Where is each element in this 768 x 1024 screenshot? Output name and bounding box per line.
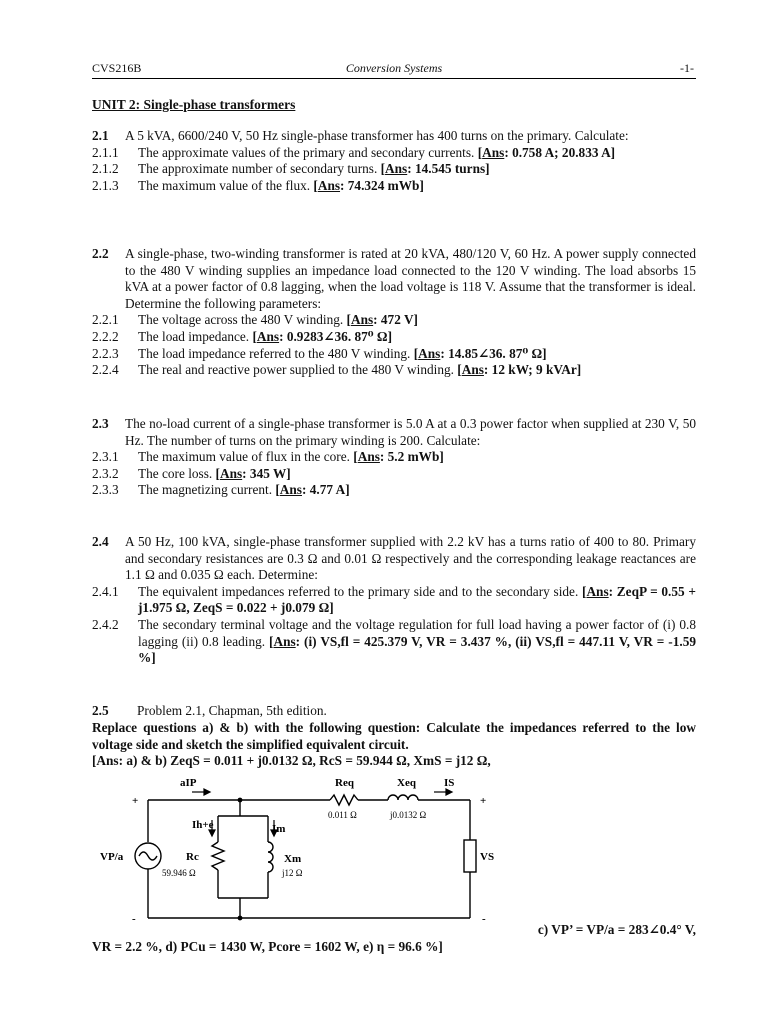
sub-question-number: 2.1.1 — [92, 144, 119, 160]
sub-question-number: 2.4.2 — [92, 616, 119, 632]
answer-tail: VR = 2.2 %, d) PCu = 1430 W, Pcore = 1602 W, e) η = 96.6 %] — [92, 939, 443, 954]
plus-right: + — [480, 795, 487, 807]
answer-value: : 74.324 mWb] — [340, 177, 424, 193]
answer-value: : 14.545 turns] — [407, 161, 490, 177]
answer-bracket: [ — [252, 328, 257, 344]
question-2-1 — [92, 128, 696, 194]
question-number: 2.3 — [92, 416, 109, 431]
unit-title: UNIT 2: Single-phase transformers — [92, 97, 296, 112]
answer-bracket: [ — [477, 144, 483, 160]
sub-question — [92, 145, 696, 162]
answer — [478, 145, 615, 160]
answer-value: : 0.758 A; 20.833 A] — [504, 144, 616, 160]
sub-question — [92, 329, 696, 346]
plus-left: + — [132, 795, 139, 807]
sub-question-text: The load impedance. — [138, 328, 253, 344]
page-number: -1- — [680, 61, 694, 75]
sub-question-number: 2.1.3 — [92, 177, 119, 193]
sub-question-number: 2.2.2 — [92, 328, 119, 344]
xeq-label: Xeq — [397, 777, 416, 789]
source-label: VP/a — [100, 851, 124, 863]
answer — [313, 178, 423, 193]
xeq-inductor — [388, 795, 418, 800]
xeq-value: j0.0132 Ω — [390, 810, 427, 820]
question-2-2 — [92, 246, 696, 379]
answer — [381, 161, 490, 176]
minus-left: - — [132, 913, 136, 925]
answer-label: Ans — [350, 312, 374, 328]
replace-instruction: Replace questions a) & b) with the following question: Calculate the impedances referred to the low voltage side and sketch the simplified equivalent circuit. — [92, 720, 696, 752]
answer — [457, 362, 581, 377]
sub-question-number: 2.3.3 — [92, 482, 119, 498]
question-number: 2.5 — [92, 703, 109, 718]
question-2-5 — [92, 703, 696, 720]
answer-label: Ans — [279, 482, 302, 498]
sub-question-number: 2.2.4 — [92, 362, 119, 378]
answer-label: Ans — [586, 583, 609, 599]
answer-label: Ans — [461, 362, 484, 378]
question-intro: Problem 2.1, Chapman, 5th edition. — [137, 703, 327, 718]
answer — [414, 346, 547, 361]
answer-value: : (i) VS,fl = 425.379 V, VR = 3.437 %, (ii) VS,fl = 447.11 V, VR = -1.59 %] — [138, 633, 697, 666]
sub-question-number: 2.4.1 — [92, 583, 119, 599]
answer-label: Ans — [219, 465, 243, 481]
answer-bracket: [ — [380, 161, 386, 177]
sub-question-text: The voltage across the 480 V winding. — [138, 312, 347, 328]
answer-bracket: [ — [275, 482, 280, 498]
question-text — [92, 416, 696, 449]
answer-label: Ans — [418, 345, 441, 361]
page-header — [92, 60, 696, 79]
question-intro: The no-load current of a single-phase transformer is 5.0 A at a 0.3 power factor when supplied at 230 V, 50 Hz. The number of turns on the primary winding is 200. Calculate: — [125, 416, 696, 448]
sub-question-text: The core loss. — [138, 465, 216, 481]
minus-right: - — [482, 913, 486, 925]
im-label: Im — [272, 823, 286, 835]
answer-value: : 12 kW; 9 kVAr] — [483, 362, 582, 378]
answer-label: Ans — [256, 328, 280, 344]
answer-value: : 345 W] — [242, 465, 291, 481]
answer-bracket: [ — [313, 177, 318, 193]
answer-bracket: [ — [457, 362, 462, 378]
course-code: CVS216B — [92, 61, 142, 75]
sub-question-text: The equivalent impedances referred to the primary side and to the secondary side. — [138, 583, 583, 599]
sub-question-text: The maximum value of the flux. — [138, 177, 314, 193]
answer-label: Ans — [482, 144, 505, 160]
sub-question — [92, 482, 696, 499]
sub-question-text: The maximum value of flux in the core. — [138, 449, 354, 465]
sub-question-text: The secondary terminal voltage and the voltage regulation for full load having a power factor of (i) 0.8 lagging (ii) 0.8 leading. — [138, 616, 696, 649]
sub-question-number: 2.3.1 — [92, 449, 119, 465]
sub-question-text: The real and reactive power supplied to the 480 V winding. — [138, 362, 458, 378]
rc-value: 59.946 Ω — [162, 868, 196, 878]
answer-bracket: [ — [353, 449, 358, 465]
answer-bracket: [ — [413, 345, 419, 361]
answer — [347, 312, 418, 327]
question-text — [92, 128, 696, 145]
is-label: IS — [444, 777, 455, 789]
answer-value: : 14.85∠36. 87⁰ Ω] — [440, 345, 547, 361]
sub-question-text: The approximate number of secondary turns. — [138, 161, 381, 177]
vs-label: VS — [480, 851, 495, 863]
sub-question-number: 2.1.2 — [92, 161, 119, 177]
sub-question-number: 2.2.1 — [92, 312, 119, 328]
question-number: 2.2 — [92, 246, 109, 261]
answer-bracket: [ — [269, 633, 274, 649]
sub-question-number: 2.3.2 — [92, 465, 119, 481]
sub-question — [92, 466, 696, 483]
answer-value: : 4.77 A] — [301, 482, 350, 498]
question-text — [92, 246, 696, 312]
question-intro: A 50 Hz, 100 kVA, single-phase transformer supplied with 2.2 kV has a turns ratio of 400 to 80. Primary and secondary resistances are 0.3 Ω and 0.01 Ω respectively and the corresponding leakage reactances are 1.1 Ω and 0.035 Ω each. Determine: — [125, 534, 696, 583]
answer-label: Ans — [273, 633, 296, 649]
req-resistor — [330, 795, 358, 805]
course-title: Conversion Systems — [345, 61, 443, 75]
question-number: 2.1 — [92, 128, 109, 143]
rc-resistor — [212, 842, 224, 870]
answer — [252, 329, 392, 344]
req-value: 0.011 Ω — [328, 810, 357, 820]
question-intro: A single-phase, two-winding transformer is rated at 20 kVA, 480/120 V, 60 Hz. A power supply connected to the 480 V winding supplies an impedance load connected to the 120 V winding. The load absorbs 15 kVA at a power factor of 0.8 lagging, when the load voltage is 118 V. Assume that the transformer is ideal. Determine the following parameters: — [125, 246, 696, 311]
answer-label: Ans — [317, 177, 341, 193]
answer — [353, 449, 444, 464]
sub-question — [92, 161, 696, 178]
sub-question — [92, 346, 696, 363]
xm-label: Xm — [284, 853, 302, 865]
sub-question — [92, 449, 696, 466]
sub-question — [92, 617, 696, 667]
question-text — [92, 703, 696, 720]
sub-question-number: 2.2.3 — [92, 345, 119, 361]
sub-question — [92, 312, 696, 329]
sub-question-text: The load impedance referred to the 480 V winding. — [138, 345, 414, 361]
ihe-label: Ih+e — [192, 819, 214, 831]
answer-label: Ans — [385, 161, 408, 177]
question-2-3 — [92, 416, 696, 499]
xm-value: j12 Ω — [282, 868, 303, 878]
sub-question — [92, 178, 696, 195]
answer-value: : 472 V] — [373, 312, 418, 328]
answer-value: : ZeqP = 0.55 + j1.975 Ω, ZeqS = 0.022 + j0.079 Ω] — [138, 583, 696, 616]
answer-label: Ans — [357, 449, 380, 465]
sub-question-text: The magnetizing current. — [138, 482, 276, 498]
question-2-4 — [92, 534, 696, 667]
answer-line: [Ans: a) & b) ZeqS = 0.011 + j0.0132 Ω, RcS = 59.944 Ω, XmS = j12 Ω, — [92, 753, 491, 768]
answer-value: : 5.2 mWb] — [379, 449, 444, 465]
question-text — [92, 534, 696, 584]
answer — [275, 482, 349, 497]
rc-label: Rc — [186, 851, 199, 863]
req-label: Req — [335, 777, 354, 789]
question-intro: A 5 kVA, 6600/240 V, 50 Hz single-phase transformer has 400 turns on the primary. Calculate: — [125, 128, 629, 143]
sub-question — [92, 584, 696, 617]
answer — [216, 466, 291, 481]
question-number: 2.4 — [92, 534, 109, 549]
load-box — [464, 840, 476, 872]
answer-value: : 0.9283∠36. 87⁰ Ω] — [279, 328, 393, 344]
current-a-label: aIP — [180, 777, 197, 789]
answer-bracket: [ — [582, 583, 587, 599]
answer-bracket: [ — [215, 465, 220, 481]
sub-question-text: The approximate values of the primary and secondary currents. — [138, 144, 478, 160]
xm-inductor — [268, 842, 273, 872]
sub-question — [92, 362, 696, 379]
answer-c: c) VP’ = VP/a = 283∠0.4° V, — [537, 922, 696, 937]
answer-bracket: [ — [346, 312, 351, 328]
equivalent-circuit — [92, 770, 512, 926]
